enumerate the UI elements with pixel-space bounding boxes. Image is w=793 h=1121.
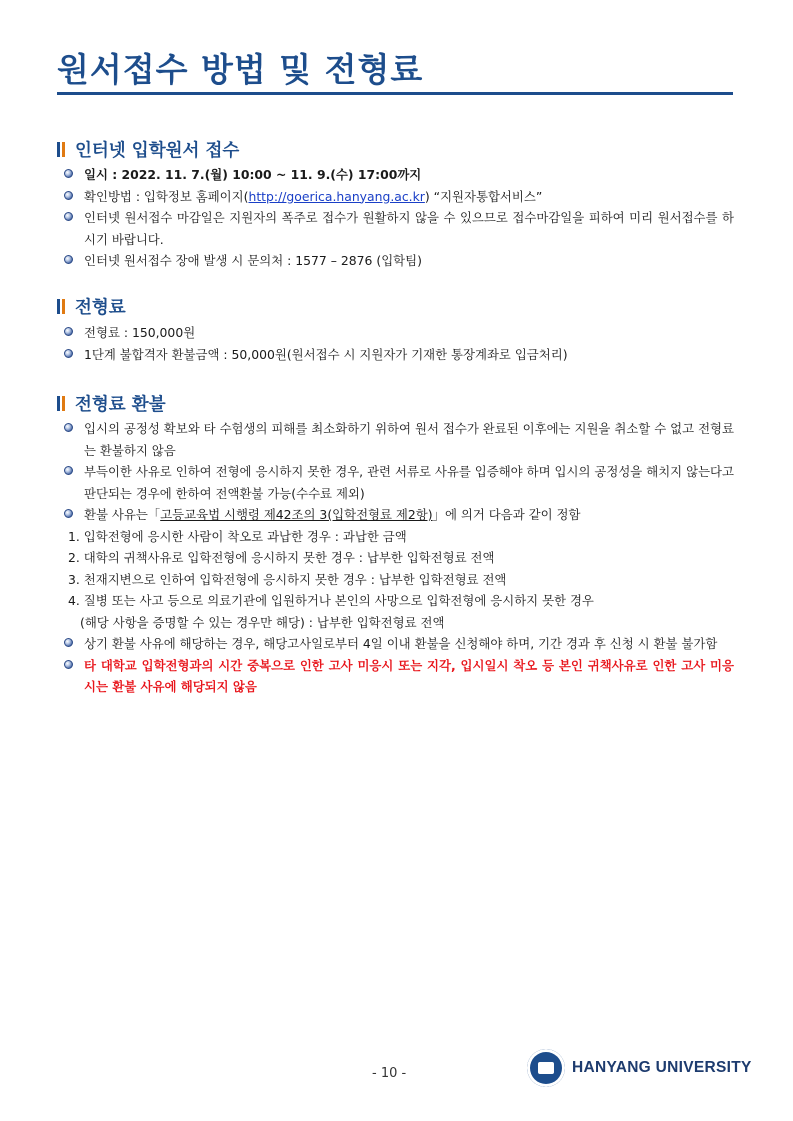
refund-list (62, 418, 734, 698)
list-item: 입시의 공정성 확보와 타 수험생의 피해를 최소화하기 위하여 원서 접수가 완료된 이후에는 지원을 취소할 수 없고 전형료는 환불하지 않음 (62, 418, 734, 461)
section-title: 인터넷 입학원서 접수 (75, 141, 240, 161)
numbered-item-continuation: (해당 사항을 증명할 수 있는 경우만 해당) : 납부한 입학전형료 전액 (80, 614, 445, 630)
section-marker-icon (57, 142, 65, 157)
admission-site-link[interactable]: http://goerica.hanyang.ac.kr (248, 188, 425, 204)
bullet-icon (64, 212, 73, 221)
section-heading-fee (57, 294, 126, 319)
section-title: 전형료 환불 (75, 395, 166, 415)
section-title: 전형료 (75, 298, 126, 318)
bullet-icon (64, 638, 73, 647)
numbered-item: 2. 대학의 귀책사유로 입학전형에 응시하지 못한 경우 : 납부한 입학전형료 전액 (68, 550, 495, 565)
online-application-list (62, 164, 734, 272)
list-item-warning: 타 대학교 입학전형과의 시간 중복으로 인한 고사 미응시 또는 지각, 입시일시 착오 등 본인 귀책사유로 인한 고사 미응시는 환불 사유에 해당되지 않음 (62, 655, 734, 698)
list-item: 일시 : 2022. 11. 7.(월) 10:00 ~ 11. 9.(수) 17:00까지 (62, 164, 734, 186)
list-item: 상기 환불 사유에 해당하는 경우, 해당고사일로부터 4일 이내 환불을 신청해야 하며, 기간 경과 후 신청 시 환불 불가함 (62, 633, 734, 655)
numbered-item: 3. 천재지변으로 인하여 입학전형에 응시하지 못한 경우 : 납부한 입학전형료 전액 (68, 571, 507, 587)
fee-list (62, 322, 734, 365)
list-item: 1단계 불합격자 환불금액 : 50,000원(원서접수 시 지원자가 기재한 통장계좌로 입금처리) (62, 344, 734, 366)
page-number: - 10 - (372, 1066, 407, 1081)
bullet-icon (64, 191, 73, 200)
hanyang-seal-icon (527, 1049, 565, 1087)
list-item: 인터넷 원서접수 장애 발생 시 문의처 : 1577 – 2876 (입학팀) (62, 250, 734, 272)
title-divider (57, 92, 733, 95)
section-heading-refund (57, 391, 166, 416)
numbered-item: 4. 질병 또는 사고 등으로 의료기관에 입원하거나 본인의 사망으로 입학전형에 응시하지 못한 경우 (68, 593, 594, 608)
numbered-item: 1. 입학전형에 응시한 사람이 착오로 과납한 경우 : 과납한 금액 (68, 528, 407, 544)
bullet-icon (64, 423, 73, 432)
list-item: 환불 사유는「고등교육법 시행령 제42조의 3(입학전형료 제2항)」에 의거 다음과 같이 정함 (62, 504, 734, 526)
bullet-icon (64, 466, 73, 475)
list-item: 인터넷 원서접수 마감일은 지원자의 폭주로 접수가 원활하지 않을 수 있으므로 접수마감일을 피하여 미리 원서접수를 하시기 바랍니다. (62, 207, 734, 250)
law-reference: 고등교육법 시행령 제42조의 3(입학전형료 제2항) (160, 507, 433, 522)
section-marker-icon (57, 396, 65, 411)
bullet-icon (64, 660, 73, 669)
university-logo (527, 1049, 752, 1087)
bullet-icon (64, 509, 73, 518)
university-name: HANYANG UNIVERSITY (572, 1059, 752, 1076)
bullet-icon (64, 349, 73, 358)
bullet-icon (64, 169, 73, 178)
bullet-icon (64, 255, 73, 264)
list-item: 전형료 : 150,000원 (62, 322, 734, 344)
page-title: 원서접수 방법 및 전형료 (57, 50, 424, 89)
list-item: 확인방법 : 입학정보 홈페이지(http://goerica.hanyang.ac.kr) “지원자통합서비스” (62, 186, 734, 208)
section-heading-online-application (57, 137, 239, 162)
list-item: 부득이한 사유로 인하여 전형에 응시하지 못한 경우, 관련 서류로 사유를 입증해야 하며 입시의 공정성을 해치지 않는다고 판단되는 경우에 한하여 전액환불 가능(수수료 제외) (62, 461, 734, 504)
bullet-icon (64, 327, 73, 336)
section-marker-icon (57, 299, 65, 314)
